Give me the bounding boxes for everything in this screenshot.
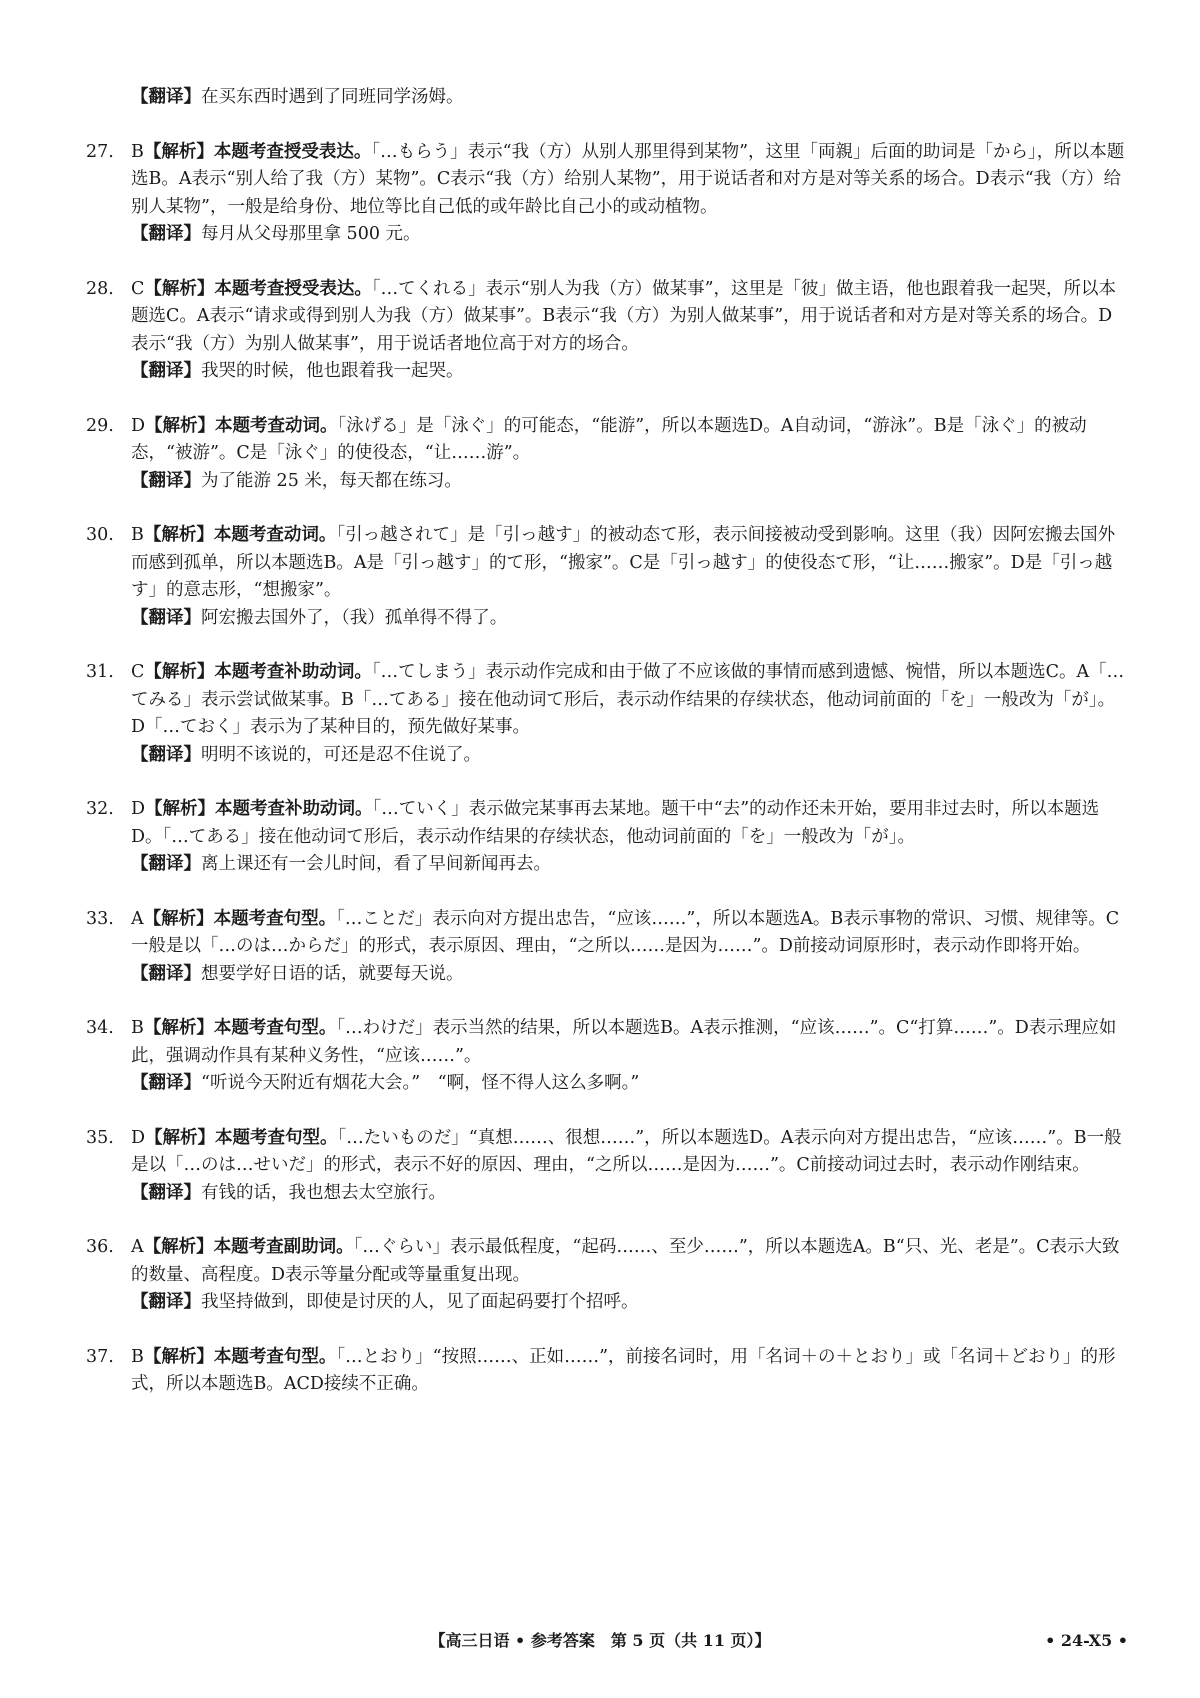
translation-tag: 【翻译】 bbox=[131, 854, 201, 874]
answer-letter: A bbox=[131, 1237, 144, 1257]
question-item bbox=[86, 1234, 1126, 1317]
translation-tag: 【翻译】 bbox=[131, 1292, 201, 1312]
question-number: 34. bbox=[86, 1018, 114, 1038]
analysis-topic: 本题考查补助动词。 bbox=[214, 662, 372, 682]
question-number: 29. bbox=[86, 415, 114, 436]
question-number: 28. bbox=[86, 278, 114, 299]
question-item bbox=[86, 1125, 1126, 1208]
question-number: 35. bbox=[86, 1127, 114, 1148]
translation-line bbox=[131, 605, 1126, 633]
question-body bbox=[131, 1015, 1126, 1070]
translation-tag: 【翻译】 bbox=[131, 1182, 201, 1203]
intro-translation bbox=[86, 84, 1126, 112]
analysis-text: 「…てしまう」表示动作完成和由于做了不应该做的事情而感到遗憾、惋惜，所以本题选C。A「…てみる」表示尝试做某事。B「…てある」接在他动词て形后，表示动作结果的存续状态，他动词前面的「を」一般改为「が」。D「…ておく」表示为了某种目的，预先做好某事。 bbox=[131, 662, 1125, 737]
analysis-topic: 本题考查句型。 bbox=[213, 1346, 337, 1367]
answer-letter: B bbox=[131, 1018, 144, 1038]
analysis-topic: 本题考查句型。 bbox=[213, 1018, 337, 1038]
answer-letter: D bbox=[131, 799, 146, 819]
analysis-topic: 本题考查句型。 bbox=[213, 908, 337, 929]
translation-text: 在买东西时遇到了同班同学汤姆。 bbox=[201, 87, 464, 107]
analysis-text: 「…もらう」表示“我（方）从别人那里得到某物”，这里「両親」后面的助词是「から」，所以本题选B。A表示“别人给了我（方）某物”。C表示“我（方）给别人某物”，用于说话者和对方是对等关系的场合。D表示“我（方）给别人某物”，一般是给身份、地位等比自己低的或年龄比自己小的或动植物。 bbox=[131, 141, 1125, 217]
translation-text: 有钱的话，我也想去太空旅行。 bbox=[201, 1182, 446, 1203]
analysis-topic: 本题考查补助动词。 bbox=[215, 799, 373, 819]
question-body bbox=[131, 906, 1126, 961]
question-body bbox=[131, 522, 1126, 605]
translation-tag: 【翻译】 bbox=[131, 1073, 201, 1093]
answer-letter: B bbox=[131, 141, 144, 162]
translation-line bbox=[131, 1180, 1126, 1208]
question-body bbox=[131, 276, 1126, 359]
analysis-text: 「引っ越されて」是「引っ越す」的被动态て形，表示间接被动受到影响。这里（我）因阿宏搬去国外而感到孤单，所以本题选B。A是「引っ越す」的て形，“搬家”。C是「引っ越す」的使役态て形，“让……搬家”。D是「引っ越す」的意志形，“想搬家”。 bbox=[131, 525, 1116, 600]
translation-text: 我哭的时候，他也跟着我一起哭。 bbox=[201, 361, 464, 381]
question-item bbox=[86, 522, 1126, 632]
question-body bbox=[131, 796, 1126, 851]
analysis-text: 「…ことだ」表示向对方提出忠告，“应该……”，所以本题选A。B表示事物的常识、习惯、规律等。C一般是以「…のは…からだ」的形式，表示原因、理由，“之所以……是因为……”。D前接动词原形时，表示动作即将开始。 bbox=[131, 908, 1120, 956]
footer-page-info: 【高三日语 • 参考答案 第 5 页（共 11 页）】 bbox=[429, 1631, 771, 1650]
analysis-topic: 本题考查动词。 bbox=[213, 525, 337, 545]
question-number: 36. bbox=[86, 1237, 114, 1257]
translation-tag: 【翻译】 bbox=[131, 607, 201, 628]
translation-tag: 【翻译】 bbox=[131, 470, 201, 491]
analysis-tag: 【解析】 bbox=[143, 1018, 214, 1038]
question-number: 32. bbox=[86, 799, 114, 819]
analysis-text: 「…てくれる」表示“别人为我（方）做某事”，这里是「彼」做主语，他也跟着我一起哭，所以本题选C。A表示“请求或得到别人为我（方）做某事”。B表示“我（方）为别人做某事”，用于说话者和对方是对等关系的场合。D表示“我（方）为别人做某事”，用于说话者地位高于对方的场合。 bbox=[131, 278, 1117, 354]
translation-text: 明明不该说的，可还是忍不住说了。 bbox=[201, 744, 481, 765]
analysis-text: 「…わけだ」表示当然的结果，所以本题选B。A表示推测，“应该……”。C“打算……”。D表示理应如此，强调动作具有某种义务性，“应该……”。 bbox=[131, 1018, 1117, 1066]
question-body bbox=[131, 659, 1126, 742]
analysis-tag: 【解析】 bbox=[143, 141, 214, 162]
analysis-topic: 本题考查授受表达。 bbox=[213, 141, 372, 162]
analysis-topic: 本题考查动词。 bbox=[215, 415, 338, 436]
question-list bbox=[86, 139, 1126, 1399]
translation-text: 想要学好日语的话，就要每天说。 bbox=[201, 963, 464, 984]
question-body bbox=[131, 139, 1126, 222]
translation-text: 每月从父母那里拿 500 元。 bbox=[201, 224, 421, 244]
answer-letter: D bbox=[131, 415, 146, 436]
answer-letter: B bbox=[131, 525, 144, 545]
question-item bbox=[86, 139, 1126, 249]
analysis-tag: 【解析】 bbox=[145, 1127, 216, 1148]
question-item bbox=[86, 1344, 1126, 1399]
answer-letter: C bbox=[131, 278, 145, 299]
answer-letter: D bbox=[131, 1127, 146, 1148]
question-body bbox=[131, 1344, 1126, 1399]
translation-tag: 【翻译】 bbox=[131, 963, 201, 984]
analysis-text: 「…ぐらい」表示最低程度，“起码……、至少……”，所以本题选A。B“只、光、老是”。C表示大致的数量、高程度。D表示等量分配或等量重复出现。 bbox=[131, 1237, 1120, 1285]
translation-line bbox=[131, 851, 1126, 879]
translation-text: 我坚持做到，即使是讨厌的人，见了面起码要打个招呼。 bbox=[201, 1292, 639, 1312]
analysis-text: 「…ていく」表示做完某事再去某地。题干中“去”的动作还未开始，要用非过去时，所以本题选D。「…てある」接在他动词て形后，表示动作结果的存续状态，他动词前面的「を」一般改为「が」。 bbox=[131, 799, 1100, 847]
translation-text: 为了能游 25 米，每天都在练习。 bbox=[201, 470, 462, 491]
question-item bbox=[86, 276, 1126, 386]
answer-letter: C bbox=[131, 662, 145, 682]
question-number: 27. bbox=[86, 141, 114, 162]
analysis-tag: 【解析】 bbox=[143, 1346, 214, 1367]
analysis-text: 「泳げる」是「泳ぐ」的可能态，“能游”，所以本题选D。A自动词，“游泳”。B是「泳ぐ」的被动态，“被游”。C是「泳ぐ」的使役态，“让……游”。 bbox=[131, 415, 1087, 463]
question-item bbox=[86, 659, 1126, 769]
translation-tag: 【翻译】 bbox=[131, 224, 201, 244]
question-number: 30. bbox=[86, 525, 114, 545]
translation-line bbox=[131, 742, 1126, 770]
question-item bbox=[86, 796, 1126, 879]
translation-line bbox=[131, 1070, 1126, 1098]
analysis-tag: 【解析】 bbox=[145, 415, 216, 436]
analysis-topic: 本题考查副助词。 bbox=[213, 1237, 354, 1257]
translation-text: 离上课还有一会儿时间，看了早间新闻再去。 bbox=[201, 854, 551, 874]
translation-tag: 【翻译】 bbox=[131, 744, 201, 765]
question-item bbox=[86, 906, 1126, 989]
question-item bbox=[86, 1015, 1126, 1098]
translation-line bbox=[131, 468, 1126, 496]
footer-code: • 24-X5 • bbox=[1045, 1631, 1128, 1650]
question-number: 33. bbox=[86, 908, 114, 929]
translation-line bbox=[131, 221, 1126, 249]
question-item bbox=[86, 413, 1126, 496]
question-body bbox=[131, 1125, 1126, 1180]
analysis-topic: 本题考查句型。 bbox=[215, 1127, 338, 1148]
analysis-text: 「…たいものだ」“真想……、很想……”，所以本题选D。A表示向对方提出忠告，“应该……”。B一般是以「…のは…せいだ」的形式，表示不好的原因、理由，“之所以……是因为……”。C前接动词过去时，表示动作刚结束。 bbox=[131, 1127, 1122, 1175]
analysis-tag: 【解析】 bbox=[143, 525, 214, 545]
analysis-tag: 【解析】 bbox=[144, 278, 215, 299]
translation-tag: 【翻译】 bbox=[131, 361, 201, 381]
translation-text: “听说今天附近有烟花大会。” “啊，怪不得人这么多啊。” bbox=[201, 1073, 640, 1093]
analysis-tag: 【解析】 bbox=[143, 908, 214, 929]
answer-letter: B bbox=[131, 1346, 144, 1367]
translation-line bbox=[131, 1289, 1126, 1317]
translation-text: 阿宏搬去国外了，（我）孤单得不得了。 bbox=[201, 607, 508, 628]
translation-tag: 【翻译】 bbox=[131, 87, 201, 107]
question-body bbox=[131, 413, 1126, 468]
translation-line bbox=[131, 358, 1126, 386]
answer-content bbox=[86, 84, 1126, 1399]
analysis-tag: 【解析】 bbox=[144, 662, 215, 682]
translation-line bbox=[131, 961, 1126, 989]
question-body bbox=[131, 1234, 1126, 1289]
analysis-topic: 本题考查授受表达。 bbox=[214, 278, 372, 299]
analysis-tag: 【解析】 bbox=[143, 1237, 214, 1257]
question-number: 31. bbox=[86, 662, 114, 682]
analysis-text: 「…とおり」“按照……、正如……”，前接名词时，用「名词＋の＋とおり」或「名词＋どおり」的形式，所以本题选B。ACD接续不正确。 bbox=[131, 1346, 1116, 1394]
question-number: 37. bbox=[86, 1346, 114, 1367]
analysis-tag: 【解析】 bbox=[145, 799, 216, 819]
answer-letter: A bbox=[131, 908, 144, 929]
